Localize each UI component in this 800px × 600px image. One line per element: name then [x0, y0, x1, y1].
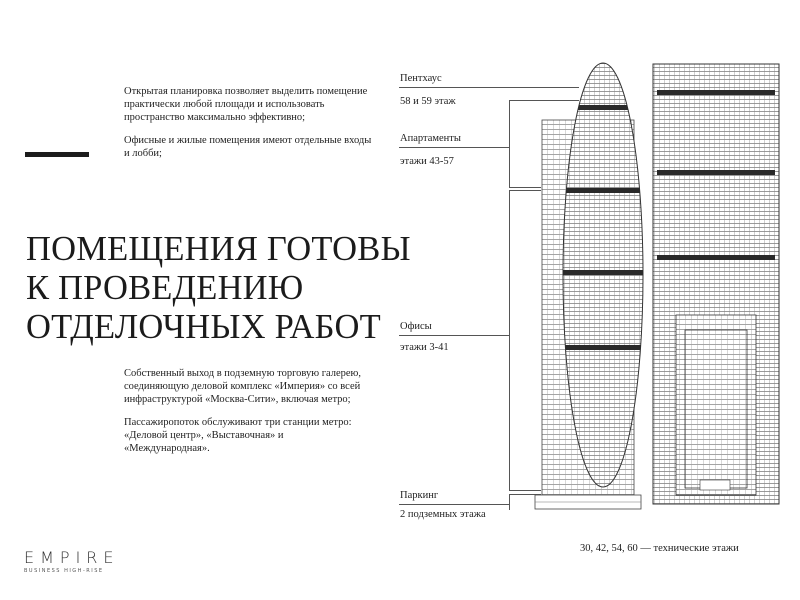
label-penthouse: Пентхаус — [400, 73, 442, 84]
headline-line-2: К ПРОВЕДЕНИЮ — [26, 269, 304, 307]
floors-parking: 2 подземных этажа — [400, 509, 486, 520]
leader-line-apartments — [399, 147, 509, 148]
tower-elevation-drawing — [500, 60, 790, 530]
infrastructure-paragraph-metro: Пассажиропоток обслуживают три станции метро: «Деловой центр», «Выставочная» и «Международная». — [124, 417, 352, 454]
floors-penthouse: 58 и 59 этаж — [400, 96, 456, 107]
label-offices: Офисы — [400, 321, 432, 332]
leader-line-offices — [399, 335, 509, 336]
infrastructure-text — [124, 367, 364, 465]
tower-left — [535, 60, 655, 509]
empire-logo — [24, 548, 120, 574]
logo-tagline: BUSINESS HIGH-RISE — [24, 568, 104, 574]
accent-rule — [25, 152, 89, 157]
headline-line-1: ПОМЕЩЕНИЯ ГОТОВЫ — [26, 230, 411, 268]
tower-right — [653, 64, 779, 504]
page-headline — [26, 230, 411, 347]
label-apartments: Апартаменты — [400, 133, 461, 144]
infrastructure-paragraph-gallery: Собственный выход в подземную торговую галерею, соединяющую деловой комплекс «Империя» со всей инфраструктурой «Москва-Сити», включая метро; — [124, 368, 362, 405]
intro-paragraph-entrances: Офисные и жилые помещения имеют отдельные входы и лобби; — [124, 135, 372, 159]
floors-offices: этажи 3-41 — [400, 342, 449, 353]
technical-floors-note: 30, 42, 54, 60 — технические этажи — [580, 543, 739, 554]
headline-line-3: ОТДЕЛОЧНЫХ РАБОТ — [26, 308, 381, 346]
label-parking: Паркинг — [400, 490, 439, 501]
intro-paragraph-layout: Открытая планировка позволяет выделить помещение практически любой площади и использовать пространство максимально эффективно; — [124, 86, 368, 123]
leader-line-parking — [399, 504, 509, 505]
intro-text — [124, 85, 374, 170]
floors-apartments: этажи 43-57 — [400, 156, 454, 167]
logo-wordmark: EMPIRE — [24, 548, 120, 567]
